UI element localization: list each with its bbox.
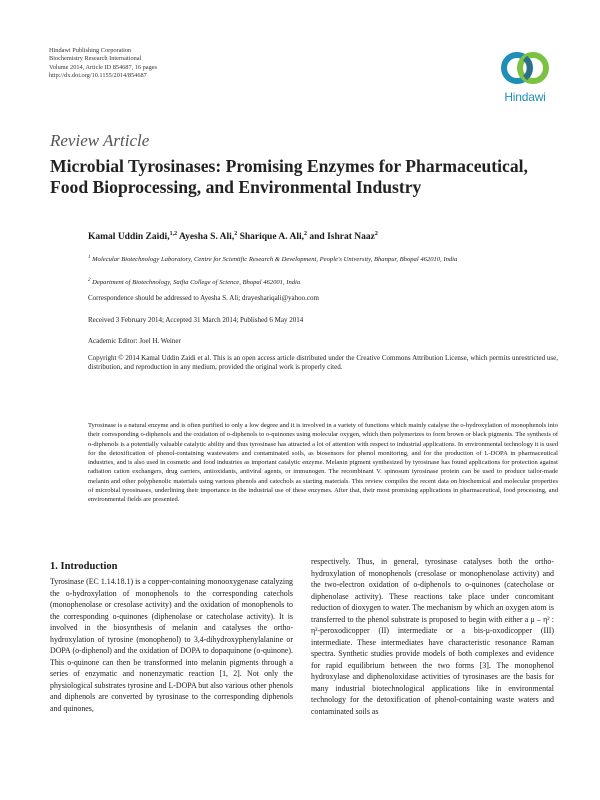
logo-wordmark: Hindawi: [504, 90, 546, 104]
correspondence-line: Correspondence should be addressed to Ayesha S. Ali; drayeshariqali@yahoo.com: [88, 294, 319, 302]
body-column-left: Tyrosinase (EC 1.14.18.1) is a copper-containing monooxygenase catalyzing the o-hydroxylation of monophenols to the corresponding catechols (monophenolase or cresolase activity) and the oxidation of monophenols to the corresponding o-quinones (diphenolase or catecholase activity). It is involved in the biosynthesis of melanin and catalyses the ortho-hydroxylation of tyrosine (monophenol) to 3,4-dihydroxyphenylalanine or DOPA (o-diphenol) and the oxidation of DOPA to dopaquinone (o-quinone). This o-quinone can then be transformed into melanin pigments through a series of enzymatic and nonenzymatic reaction [1, 2]. Not only the physiological substrates tyrosine and L-DOPA but also various other phenols and diphenols are converted by tyrosinase to the corresponding diphenols and quinones,: [50, 577, 293, 713]
journal-name: Biochemistry Research International: [49, 55, 142, 63]
affiliation: [88, 276, 558, 287]
journal-header: [49, 47, 309, 81]
volume-line: Volume 2014, Article ID 854687, 16 pages: [49, 63, 157, 71]
affiliation-number: 2: [88, 278, 91, 283]
dates-line: Received 3 February 2014; Accepted 31 March 2014; Published 6 May 2014: [88, 316, 304, 324]
copyright-notice: Copyright © 2014 Kamal Uddin Zaidi et al. This is an open access article distributed under the Creative Commons Attribution License, which permits unrestricted use, distribution, and reproduction in any medium, provided the original work is properly cited.: [88, 354, 558, 372]
abstract-text: Tyrosinase is a natural enzyme and is often purified to only a low degree and it is involved in a variety of functions which mainly catalyse the o-hydroxylation of monophenols into their corresponding o-diphenols and the oxidation of o-diphenols to o-quinones using molecular oxygen, which then polymerizes to form brown or black pigments. The synthesis of o-diphenols is a potentially valuable catalytic ability and thus tyrosinase has attracted a lot of attention with respect to industrial applications. In environmental technology it is used for the detoxification of phenol-containing wastewaters and contaminated soils, as biosensors for phenol monitoring, and for the production of L-DOPA in pharmaceutical industries, and is also used in cosmetic and food industries as important catalytic enzyme. Melanin pigment synthesized by tyrosinase has found applications for protection against radiation cation exchangers, drug carriers, antioxidants, antiviral agents, or immunogen. The recombinant V. spinosum tyrosinase protein can be used to produce tailor-made melanin and other polyphenolic materials using various phenols and catechols as starting materials. This review compiles the recent data on biochemical and molecular properties of microbial tyrosinases, underlining their importance in the industrial use of these enzymes. After that, their most promising applications in pharmaceutical, food processing, and environmental fields are presented.: [88, 422, 558, 503]
affiliation-text: Molecular Biotechnology Laboratory, Centre for Scientific Research & Development, People's University, Bhanpur, Bhopal 462010, India: [92, 256, 458, 264]
author-name: Ayesha S. Ali,: [178, 232, 235, 243]
publisher-name: Hindawi Publishing Corporation: [49, 47, 132, 54]
affiliation: [88, 253, 558, 264]
author-name: Sharique A. Ali,: [239, 232, 304, 243]
academic-editor: Academic Editor: Joel H. Weiner: [88, 337, 181, 345]
author-name: Kamal Uddin Zaidi,: [88, 232, 170, 243]
body-column-right: respectively. Thus, in general, tyrosinase catalyses both the ortho-hydroxylation of monophenols (cresolase or monophenolase activity) and the two-electron oxidation of o-diphenols to o-quinones (catecholase or diphenolase activity). These reactions take place under concomitant reduction of dioxygen to water. The mechanism by which an oxygen atom is transferred to the phenol substrate is proposed to begin with either a μ – η² : η²-peroxodicopper (II) intermediate or a bis-μ-oxodicopper (III) intermediate. These intermediates have characteristic resonance Raman spectra. Synthetic studies provide models of both complexes and evidence for rapid equilibrium between the two forms [3]. The monophenol hydroxylase and diphenoloxidase activities of tyrosinases are the basis for many industrial biotechnological applications like in environmental technology for the detoxification of phenol-containing waste waters and contaminated soils as: [311, 557, 554, 716]
affiliation-number: 1: [88, 255, 91, 260]
affiliation-text: Department of Biotechnology, Saifia College of Science, Bhopal 462001, India: [92, 279, 301, 287]
author-list: [88, 231, 558, 242]
article-title: Microbial Tyrosinases: Promising Enzymes for Pharmaceutical, Food Bioprocessing, and Environmental Industry: [50, 156, 528, 197]
author-name: and Ishrat Naaz: [309, 232, 375, 243]
author-affil-sup: 2: [304, 231, 307, 237]
author-affil-sup: 2: [234, 231, 238, 237]
article-type: Review Article: [50, 131, 150, 150]
section-heading: 1. Introduction: [50, 561, 118, 572]
doi-link[interactable]: http://dx.doi.org/10.1155/2014/854687: [49, 72, 147, 80]
author-affil-sup: 2: [374, 231, 378, 237]
author-affil-sup: 1,2: [169, 231, 178, 237]
